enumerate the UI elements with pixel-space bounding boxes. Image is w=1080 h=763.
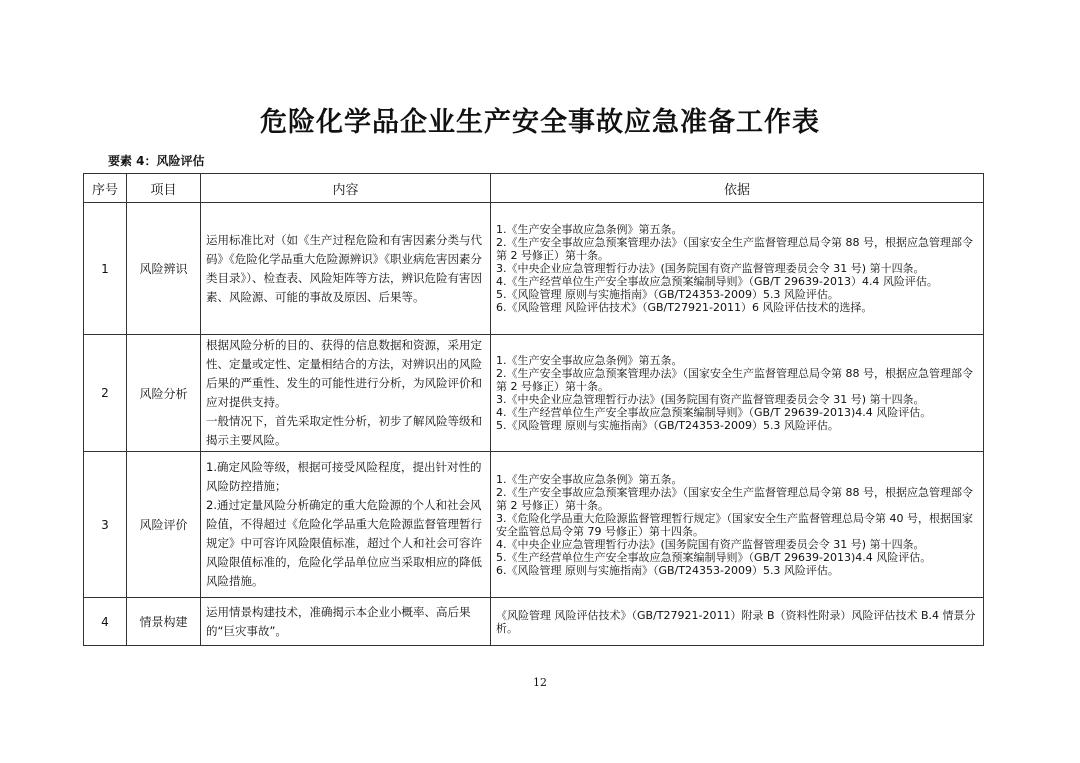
basis-line: 3.《危险化学品重大危险源监督管理暂行规定》（国家安全生产监督管理总局令第 40 号，根据国家安全监管总局令第 79 号修正）第十四条。 — [496, 511, 973, 538]
table-row — [84, 335, 984, 452]
basis-line: 6.《风险管理 原则与实施指南》（GB/T24353-2009）5.3 风险评估。 — [496, 563, 839, 577]
content-paragraph: 2.通过定量风险分析确定的重大危险源的个人和社会风险值，不得超过《危险化学品重大危险源监督管理暂行规定》中可容许风险限值标准，超过个人和社会可容许风险限值标准的，危险化学品单位应当采取相应的降低风险措施。 — [206, 498, 482, 588]
basis-line: 1.《生产安全事故应急条例》第五条。 — [496, 354, 683, 367]
basis-line: 2.《生产安全事故应急预案管理办法》（国家安全生产监督管理总局令第 88 号，根据应急管理部令第 2 号修正）第十条。 — [496, 367, 973, 393]
row-content — [201, 598, 491, 646]
row-num: 4 — [84, 598, 127, 646]
table-row — [84, 203, 984, 335]
basis-line: 3.《中央企业应急管理暂行办法》(国务院国有资产监督管理委员会令 31 号) 第十四条。 — [496, 393, 925, 406]
basis-line: 5.《生产经营单位生产安全事故应急预案编制导则》（GB/T 29639-2013)4.4 风险评估。 — [496, 550, 932, 564]
row-basis — [491, 598, 984, 646]
header-item: 项目 — [127, 174, 201, 203]
page-number: 12 — [533, 676, 547, 689]
row-item: 风险评价 — [127, 452, 201, 598]
basis-line: 2.《生产安全事故应急预案管理办法》（国家安全生产监督管理总局令第 88 号，根据应急管理部令第 2 号修正）第十条。 — [496, 236, 973, 262]
basis-line: 4.《生产经营单位生产安全事故应急预案编制导则》（GB/T 29639-2013）4.4 风险评估。 — [496, 275, 938, 288]
content-paragraph: 根据风险分析的目的、获得的信息数据和资源，采用定性、定量或定性、定量相结合的方法，对辨识出的风险后果的严重性、发生的可能性进行分析，为风险评价和应对提供支持。 — [206, 338, 482, 409]
header-content: 内容 — [201, 174, 491, 203]
row-basis — [491, 203, 984, 335]
basis-line: 4.《中央企业应急管理暂行办法》(国务院国有资产监督管理委员会令 31 号) 第十四条。 — [496, 537, 925, 551]
row-item: 风险分析 — [127, 335, 201, 452]
basis-line: 5.《风险管理 原则与实施指南》（GB/T24353-2009）5.3 风险评估。 — [496, 419, 839, 432]
content-paragraph: 一般情况下，首先采取定性分析，初步了解风险等级和揭示主要风险。 — [206, 414, 482, 447]
basis-line: 5.《风险管理 原则与实施指南》（GB/T24353-2009）5.3 风险评估。 — [496, 288, 839, 301]
header-basis: 依据 — [491, 174, 984, 203]
row-content — [201, 452, 491, 598]
basis-line: 4.《生产经营单位生产安全事故应急预案编制导则》（GB/T 29639-2013)4.4 风险评估。 — [496, 406, 932, 419]
document-title: 危险化学品企业生产安全事故应急准备工作表 — [260, 107, 820, 138]
row-content — [201, 335, 491, 452]
worksheet-table — [83, 173, 984, 646]
table-row — [84, 598, 984, 646]
table-header-row — [84, 174, 984, 203]
row-content — [201, 203, 491, 335]
table-row — [84, 452, 984, 598]
content-paragraph: 运用情景构建技术，准确揭示本企业小概率、高后果的“巨灾事故”。 — [206, 604, 471, 638]
row-basis — [491, 452, 984, 598]
section-label: 要素 4：风险评估 — [108, 154, 205, 168]
row-num: 2 — [84, 335, 127, 452]
basis-line: 1.《生产安全事故应急条例》第五条。 — [496, 472, 683, 486]
basis-line: 2.《生产安全事故应急预案管理办法》（国家安全生产监督管理总局令第 88 号，根据应急管理部令第 2 号修正）第十条。 — [496, 485, 973, 512]
basis-line: 1.《生产安全事故应急条例》第五条。 — [496, 223, 683, 236]
content-paragraph: 1.确定风险等级，根据可接受风险程度，提出针对性的风险防控措施； — [206, 460, 482, 493]
row-num: 1 — [84, 203, 127, 335]
basis-line: 6.《风险管理 风险评估技术》（GB/T27921-2011）6 风险评估技术的选择。 — [496, 301, 873, 314]
row-basis — [491, 335, 984, 452]
row-num: 3 — [84, 452, 127, 598]
header-num: 序号 — [84, 174, 127, 203]
row-item: 情景构建 — [127, 598, 201, 646]
content-paragraph: 运用标准比对（如《生产过程危险和有害因素分类与代码》《危险化学品重大危险源辨识》《职业病危害因素分类目录》）、检查表、风险矩阵等方法，辨识危险有害因素、风险源、可能的事故及原因、后果等。 — [206, 232, 482, 304]
basis-line: 3.《中央企业应急管理暂行办法》(国务院国有资产监督管理委员会令 31 号) 第十四条。 — [496, 262, 925, 275]
basis-line: 《风险管理 风险评估技术》（GB/T27921-2011）附录 B（资料性附录）风险评估技术 B.4 情景分析。 — [496, 608, 976, 635]
row-item: 风险辨识 — [127, 203, 201, 335]
